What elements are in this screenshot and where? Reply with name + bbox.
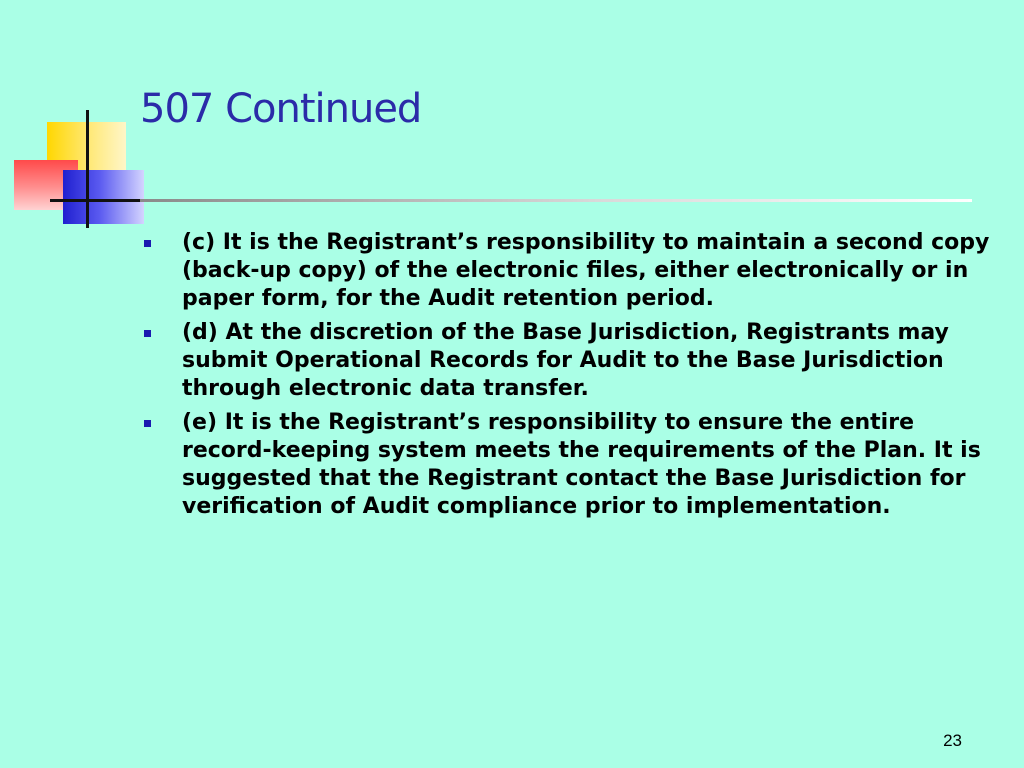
logo-horizontal-line (50, 199, 145, 202)
square-bullet-icon (144, 330, 151, 337)
bullet-text: (e) It is the Registrant’s responsibility to ensure the entire record-keeping system meets the requirements of the Plan. It is suggested that the Registrant contact the Base Jurisdiction for verification of Audit compliance prior to implementation. (182, 410, 981, 519)
title-divider (140, 199, 972, 202)
bullet-list (140, 229, 1000, 527)
square-bullet-icon (144, 240, 151, 247)
bullet-text: (d) At the discretion of the Base Jurisdiction, Registrants may submit Operational Records for Audit to the Base Jurisdiction through electronic data transfer. (182, 320, 949, 401)
page-number: 23 (943, 731, 962, 750)
square-bullet-icon (144, 420, 151, 427)
slide-title: 507 Continued (140, 86, 422, 132)
bullet-item (140, 409, 1000, 521)
bullet-text: (c) It is the Registrant’s responsibility to maintain a second copy (back-up copy) of the electronic files, either electronically or in paper form, for the Audit retention period. (182, 230, 990, 311)
bullet-item (140, 319, 1000, 403)
decorative-squares-logo (0, 0, 160, 240)
logo-vertical-line (86, 110, 89, 228)
blue-square (63, 170, 144, 224)
bullet-item (140, 229, 1000, 313)
